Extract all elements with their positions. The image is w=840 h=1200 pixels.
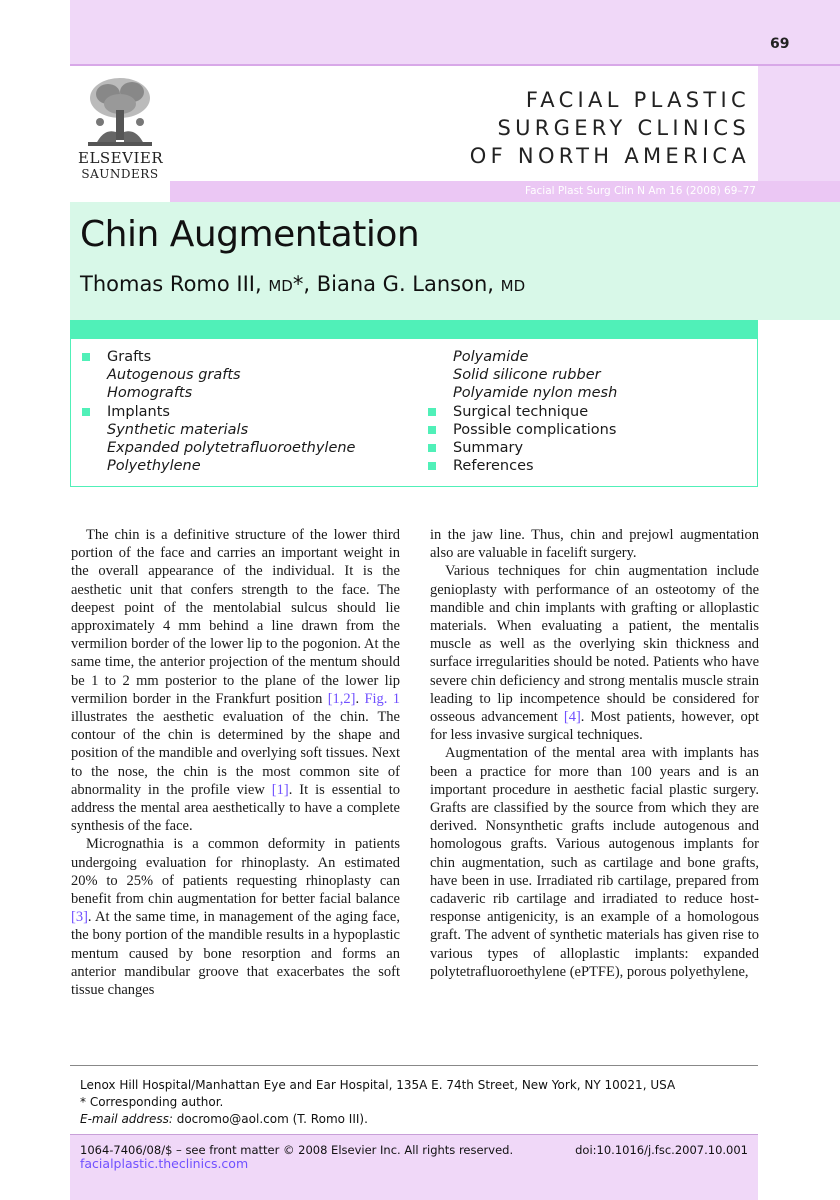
outline-section-item [428, 403, 617, 421]
journal-citation: Facial Plast Surg Clin N Am 16 (2008) 69–77 [525, 185, 756, 197]
outline-item-label: Homografts [107, 385, 193, 402]
outline-item-label: Synthetic materials [107, 421, 249, 438]
text-run: . Most patients, however, opt for less invasive surgical techniques. [430, 709, 759, 744]
text-run: The chin is a definitive structure of the lower third portion of the face and carries an important weight in the overall appearance of the individual. It is the aesthetic unit that confers strength to the face. The deepest point of the mentolabial sulcus should lie approximately 4 mm behind a line drawn from the vermilion border of the lower lip to the pogonion. At the same time, the anterior projection of the mentum should be 1 to 2 mm posterior to the plane of the lower lip vermilion border in the Frankfurt position [71, 527, 400, 707]
email-label: E-mail address: [80, 1112, 173, 1126]
corresponding-mark: *, [292, 272, 317, 296]
text-run: . It is essential to address the mental area aesthetically to have a complete synthesis of the face. [71, 781, 400, 835]
text-run: Micrognathia is a common deformity in patients undergoing evaluation for rhinoplasty. An estimated 20% to 25% of patients requesting rhinoplasty can benefit from chin augmentation for better facial balance [71, 836, 400, 908]
journal-name [470, 86, 750, 170]
body-paragraph [430, 744, 759, 981]
body-paragraph [430, 526, 759, 562]
elsevier-tree-icon [84, 74, 156, 148]
outline-subsection-item [82, 384, 355, 402]
text-run: illustrates the aesthetic evaluation of the chin. The contour of the chin is determined by the shape and position of the mandible and overlying soft tissues. Next to the nose, the chin is the most common site of abnormality in the profile view [71, 709, 400, 798]
square-bullet-icon [428, 462, 436, 470]
outline-item-label: Autogenous grafts [107, 367, 241, 384]
text-run: in the jaw line. Thus, chin and prejowl augmentation also are valuable in facelift surgery. [430, 527, 759, 562]
text-run: . At the same time, in management of the aging face, the bony portion of the mandible results in a hypoplastic mentum caused by bone resorption and forms an anterior mandibular groove that exacerbates the soft tissue changes [71, 909, 400, 999]
outline-subsection-item [82, 366, 355, 384]
doi: doi:10.1016/j.fsc.2007.10.001 [575, 1143, 748, 1157]
outline-item-label: Summary [453, 440, 524, 457]
outline-item-label: Polyethylene [107, 458, 201, 475]
outline-item-label: Surgical technique [453, 403, 589, 420]
outline-item-label: Grafts [107, 349, 152, 365]
outline-item-label: Implants [107, 403, 170, 420]
outline-subsection-item [428, 348, 617, 366]
outline-item-label: References [453, 458, 534, 475]
text-run: Augmentation of the mental area with implants has been a practice for more than 100 years and is an important procedure in aesthetic facial plastic surgery. Grafts are classified by the source from which they are derived. Nonsynthetic grafts include autogenous and homologous grafts. Various autogenous implants for chin augmentation, such as cartilage and bone grafts, have been in use. Irradiated rib cartilage, prepared from cadaveric rib cartilage and irradiated to reduce host-response antigenicity, is an example of a homologous graft. The advent of synthetic materials has given rise to various types of alloplastic implants: expanded polytetrafluoroethylene (ePTFE), porous polyethylene, [430, 745, 759, 980]
outline-column-left [82, 348, 355, 475]
body-paragraph [430, 562, 759, 744]
text-run: Various techniques for chin augmentation include genioplasty with performance of an osteotomy of the mandible and chin implants with grafting or alloplastic materials. When evaluating a patient, the mentalis muscle as well as the overlying skin thickness and surface irregularities should be noted. Patients who have severe chin deficiency and strong mentalis muscle strain leading to lip incompetence should be considered for osseous advancement [430, 563, 759, 726]
author-degree: MD [500, 277, 526, 295]
outline-column-right [428, 348, 617, 475]
journal-name-line: OF NORTH AMERICA [469, 144, 750, 168]
author-degree: MD [268, 277, 293, 295]
text-run: . [355, 690, 365, 707]
citation-link[interactable]: [3] [71, 909, 88, 926]
body-paragraph [71, 526, 400, 835]
square-bullet-icon [82, 408, 90, 416]
body-column-right [430, 526, 759, 981]
outline-section-item [428, 421, 617, 439]
body-paragraph [71, 835, 400, 999]
logo-publisher-name: ELSEVIER [78, 149, 164, 167]
footnotes [80, 1077, 675, 1128]
outline-item-label: Solid silicone rubber [453, 367, 601, 384]
copyright-notice: 1064-7406/08/$ – see front matter © 2008 Elsevier Inc. All rights reserved. [80, 1143, 514, 1157]
page-number-box [758, 0, 840, 64]
page-number: 69 [770, 36, 790, 52]
email-value: docromo@aol.com (T. Romo III). [172, 1112, 368, 1126]
outline-subsection-item [82, 421, 355, 439]
outline-section-item [82, 348, 355, 366]
journal-name-line: FACIAL PLASTIC [525, 88, 750, 112]
outline-subsection-item [82, 457, 355, 475]
outline-section-item [428, 439, 617, 457]
square-bullet-icon [428, 408, 436, 416]
outline-header-bar [70, 320, 758, 339]
outline-subsection-item [428, 384, 617, 402]
author-name: Thomas Romo III, [80, 272, 269, 296]
square-bullet-icon [82, 353, 90, 361]
email-note [80, 1111, 675, 1128]
square-bullet-icon [428, 444, 436, 452]
outline-section-item [428, 457, 617, 475]
author-name: Biana G. Lanson, [316, 272, 501, 296]
outline-subsection-item [82, 439, 355, 457]
citation-link[interactable]: [4] [563, 709, 581, 726]
corresponding-author-note: * Corresponding author. [80, 1095, 224, 1109]
journal-website-link[interactable]: facialplastic.theclinics.com [80, 1156, 249, 1171]
outline-item-label: Expanded polytetrafluoroethylene [107, 440, 356, 457]
outline-item-label: Polyamide [453, 349, 529, 365]
outline-section-item [82, 403, 355, 421]
outline-item-label: Possible complications [453, 421, 617, 438]
header-band [70, 0, 758, 64]
outline-item-label: Polyamide nylon mesh [453, 385, 618, 402]
footer-divider [70, 1134, 758, 1135]
square-bullet-icon [428, 426, 436, 434]
elsevier-logo [78, 74, 164, 181]
affiliation-note: Lenox Hill Hospital/Manhattan Eye and Ear Hospital, 135A E. 74th Street, New York, NY 10021, USA [80, 1078, 676, 1092]
citation-link[interactable]: Fig. 1 [364, 690, 401, 707]
body-column-left [71, 526, 400, 999]
header-divider [70, 64, 840, 66]
journal-name-line: SURGERY CLINICS [497, 116, 750, 140]
citation-link[interactable]: [1,2] [327, 690, 356, 707]
article-title: Chin Augmentation [80, 214, 420, 255]
citation-link[interactable]: [1] [271, 781, 289, 798]
logo-imprint-name: SAUNDERS [81, 167, 159, 181]
outline-subsection-item [428, 366, 617, 384]
author-line [80, 272, 525, 296]
footnote-divider [70, 1065, 758, 1066]
